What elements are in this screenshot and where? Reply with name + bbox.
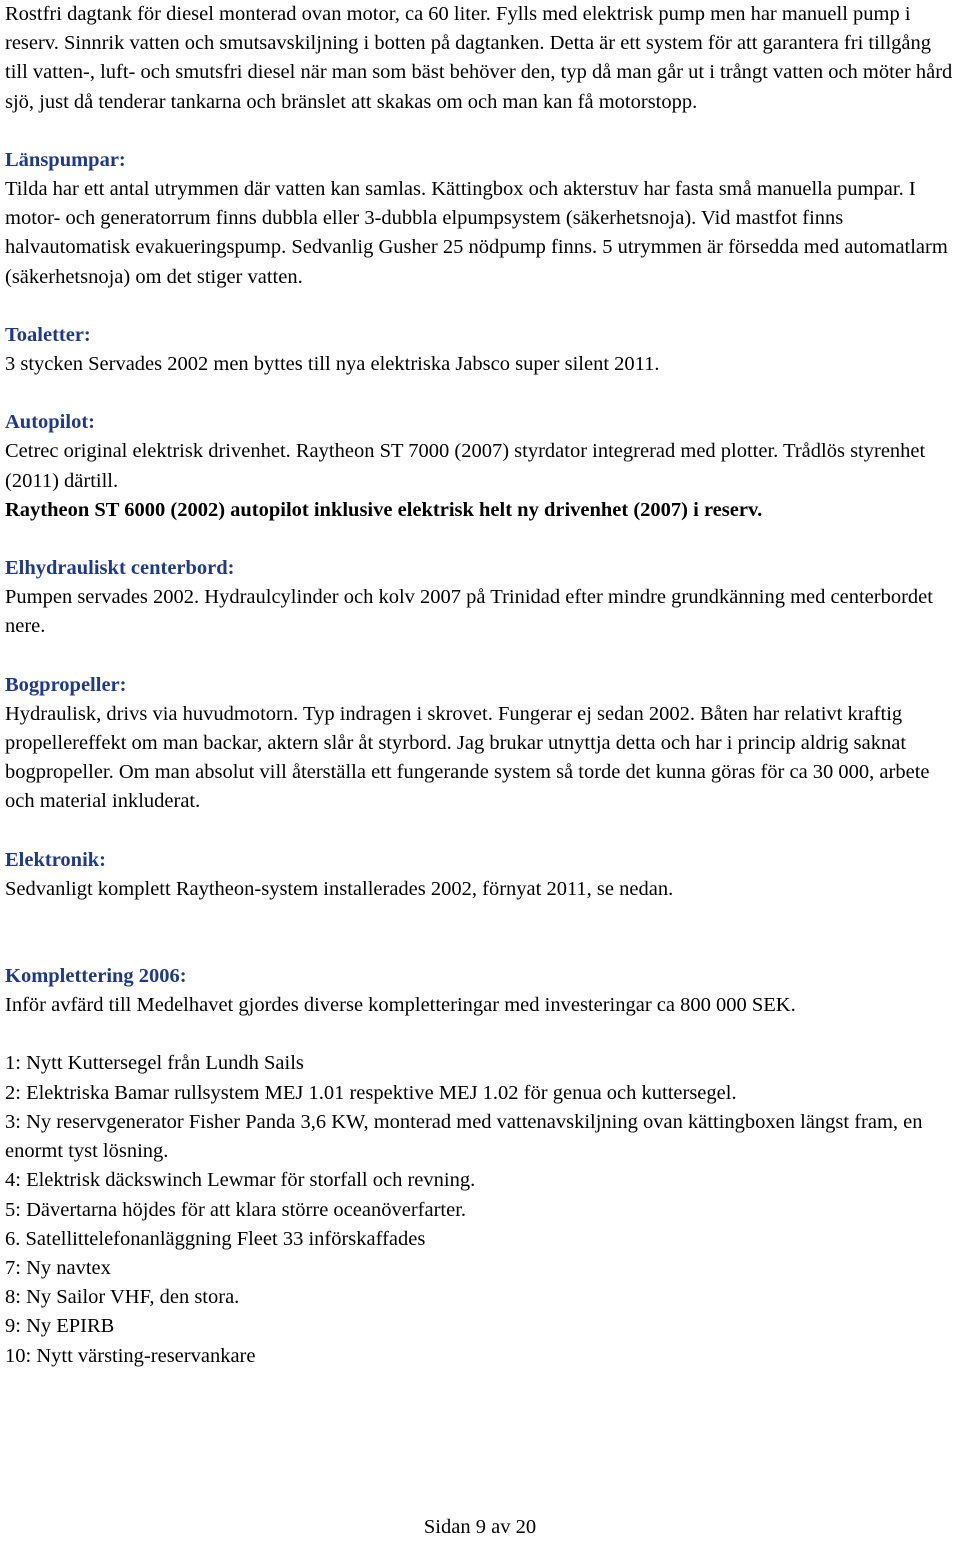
section-elektronik (5, 846, 955, 904)
section-text: Tilda har ett antal utrymmen där vatten kan samlas. Kättingbox och akterstuv har fasta små manuella pumpar. I motor- och generatorrum finns dubbla eller 3-dubbla elpumpsystem (säkerhetsnoja). Vid mastfot finns halvautomatisk evakueringspump. Sedvanlig Gusher 25 nödpump finns. 5 utrymmen är försedda med automatlarm (säkerhetsnoja) om det stiger vatten. (5, 178, 948, 288)
list-item: 2: Elektriska Bamar rullsystem MEJ 1.01 respektive MEJ 1.02 för genua och kuttersegel. (5, 1081, 737, 1104)
list-item: 10: Nytt värsting-reservankare (5, 1344, 256, 1367)
section-heading: Elektronik: (5, 848, 106, 871)
section-text: Inför avfärd till Medelhavet gjordes diverse kompletteringar med investeringar ca 800 000 SEK. (5, 994, 796, 1017)
section-text: Pumpen servades 2002. Hydraulcylinder och kolv 2007 på Trinidad efter mindre grundkänning med centerbordet nere. (5, 586, 933, 638)
document-page (5, 0, 955, 1371)
section-centerbord (5, 554, 955, 642)
komplettering-list (5, 1049, 955, 1370)
page-number: Sidan 9 av 20 (423, 1516, 537, 1538)
section-heading: Länspumpar: (5, 148, 126, 171)
list-item: 3: Ny reservgenerator Fisher Panda 3,6 KW, monterad med vattenavskiljning ovan kättingboxen längst fram, en enormt tyst lösning. (5, 1110, 923, 1163)
section-autopilot (5, 408, 955, 525)
list-item: 6. Satellittelefonanläggning Fleet 33 införskaffades (5, 1227, 426, 1250)
section-komplettering (5, 962, 955, 1371)
list-item: 8: Ny Sailor VHF, den stora. (5, 1286, 240, 1309)
section-heading: Toaletter: (5, 323, 91, 346)
section-text: 3 stycken Servades 2002 men byttes till nya elektriska Jabsco super silent 2011. (5, 353, 660, 376)
intro-paragraph: Rostfri dagtank för diesel monterad ovan motor, ca 60 liter. Fylls med elektrisk pump men har manuell pump i reserv. Sinnrik vatten och smutsavskiljning i botten på dagtanken. Detta är ett system för att garantera fri tillgång till vatten-, luft- och smutsfri diesel när man som bäst behöver den, typ då man går ut i trångt vatten och möter hård sjö, just då tenderar tankarna och bränslet att skakas om och man kan få motorstopp. (5, 3, 953, 113)
section-text: Sedvanligt komplett Raytheon-system installerades 2002, förnyat 2011, se nedan. (5, 877, 674, 900)
section-lanspumpar (5, 146, 955, 292)
list-item: 9: Ny EPIRB (5, 1315, 115, 1338)
section-bogpropeller (5, 671, 955, 817)
list-item: 4: Elektrisk däckswinch Lewmar för storfall och revning. (5, 1169, 476, 1192)
list-item: 1: Nytt Kuttersegel från Lundh Sails (5, 1052, 304, 1075)
section-heading: Bogpropeller: (5, 673, 127, 696)
section-toaletter (5, 321, 955, 379)
list-item: 5: Dävertarna höjdes för att klara större oceanöverfarter. (5, 1198, 467, 1221)
section-heading: Elhydrauliskt centerbord: (5, 557, 235, 580)
section-heading: Autopilot: (5, 411, 95, 434)
section-text: Hydraulisk, drivs via huvudmotorn. Typ indragen i skrovet. Fungerar ej sedan 2002. Båten har relativt kraftig propellereffekt om man backar, aktern slår åt styrbord. Jag brukar utnyttja detta och har i princip aldrig saknat bogpropeller. Om man absolut vill återställa ett fungerande system så torde det kunna göras för ca 30 000, arbete och material inkluderat. (5, 702, 930, 813)
section-text: Cetrec original elektrisk drivenhet. Raytheon ST 7000 (2007) styrdator integrerad med plotter. Trådlös styrenhet (2011) därtill. (5, 440, 926, 492)
section-bold-text: Raytheon ST 6000 (2002) autopilot inklusive elektrisk helt ny drivenhet (2007) i reserv. (5, 498, 763, 521)
section-heading: Komplettering 2006: (5, 965, 187, 988)
list-item: 7: Ny navtex (5, 1256, 111, 1279)
